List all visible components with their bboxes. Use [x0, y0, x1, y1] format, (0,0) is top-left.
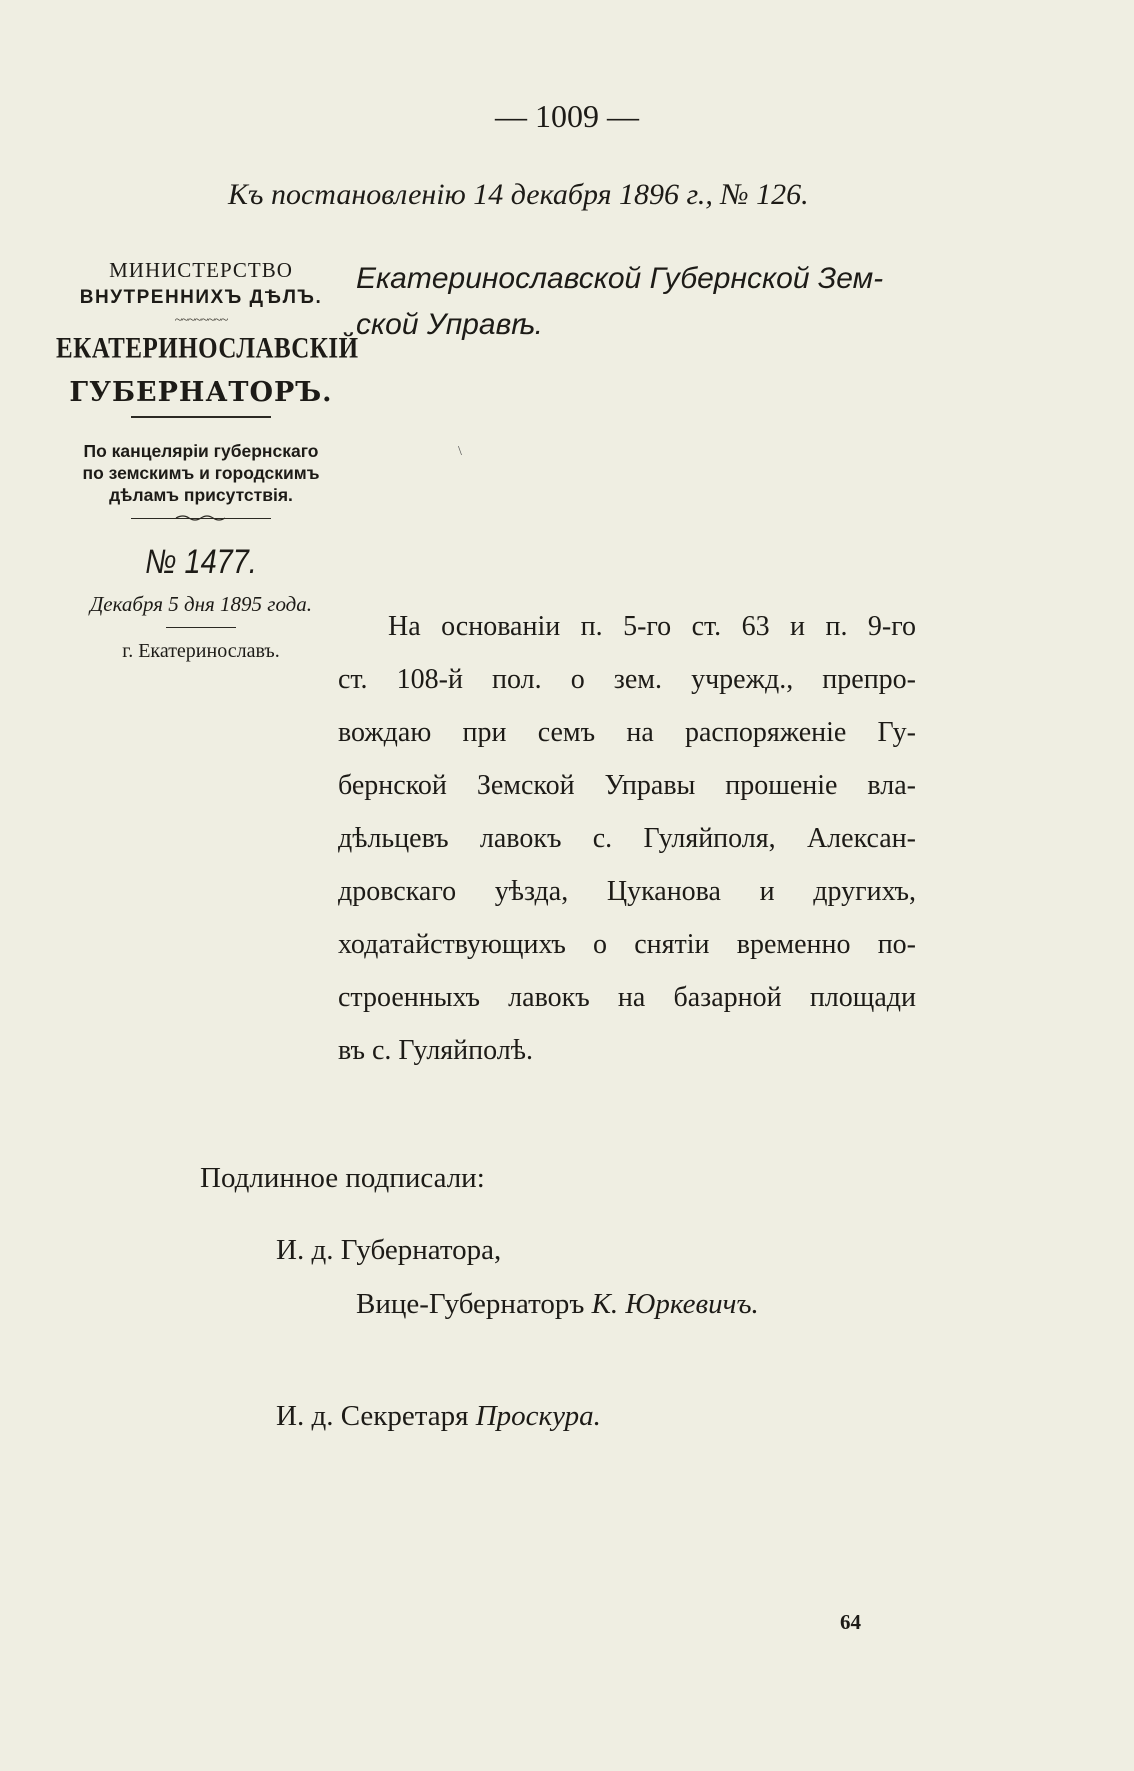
department-line3: дѣламъ присутствія.	[109, 485, 293, 505]
department-line2: по земскимъ и городскимъ	[82, 463, 320, 483]
ministry-line2: ВНУТРЕННИХЪ ДѢЛЪ.	[79, 287, 323, 308]
body-line: вождаю при семъ на распоряженіе Гу-	[338, 717, 916, 748]
signature-name: Проскура.	[475, 1400, 601, 1432]
governor-line1: ЕКАТЕРИНОСЛАВСКІЙ	[56, 332, 359, 365]
document-city: г. Екатеринославъ.	[122, 640, 280, 662]
signature-name: К. Юркевичъ.	[591, 1288, 759, 1320]
body-line: строенныхъ лавокъ на базарной площади	[338, 982, 916, 1013]
ornament-rule	[131, 518, 271, 525]
body-line: ст. 108-й пол. о зем. учрежд., препро-	[338, 664, 916, 695]
body-text	[338, 600, 916, 1077]
short-rule	[166, 627, 236, 628]
signature-title: Вице-Губернаторъ	[356, 1288, 585, 1320]
ornament-icon	[131, 514, 271, 522]
addressee	[356, 256, 906, 348]
sheet-number: 64	[840, 1610, 861, 1634]
page-number: — 1009 —	[495, 98, 639, 134]
document-date: Декабря 5 дня 1895 года.	[89, 592, 313, 616]
department-line1: По канцеляріи губернскаго	[83, 441, 319, 461]
signature-line1: И. д. Губернатора,	[276, 1234, 502, 1266]
wave-ornament: ~~~~~~~~	[174, 313, 228, 328]
signature-line2	[356, 1288, 759, 1321]
signed-label: Подлинное подписали:	[200, 1162, 485, 1194]
signature-line3	[276, 1400, 601, 1433]
department-block	[56, 440, 346, 506]
body-line: въ с. Гуляйполѣ.	[338, 1035, 533, 1066]
addressee-line2: ской Управѣ.	[356, 308, 543, 341]
governor-line2: ГУБЕРНАТОРЪ.	[69, 377, 333, 408]
ministry-line1: МИНИСТЕРСТВО	[109, 258, 293, 282]
body-line: ходатайствующихъ о снятіи временно по-	[338, 929, 916, 960]
signature-title: И. д. Секретаря	[276, 1400, 469, 1432]
addressee-line1: Екатеринославской Губернской Зем-	[356, 262, 884, 295]
body-line: дѣльцевъ лавокъ с. Гуляйполя, Алексан-	[338, 823, 916, 854]
document-subtitle: Къ постановленію 14 декабря 1896 г., № 126.	[228, 178, 809, 211]
document-number: № 1477.	[145, 543, 257, 581]
stray-mark: \	[458, 444, 462, 459]
letterhead	[56, 258, 359, 663]
body-line: На основаніи п. 5-го ст. 63 и п. 9-го	[388, 611, 916, 642]
body-line: дровскаго уѣзда, Цуканова и другихъ,	[338, 876, 916, 907]
body-line: бернской Земской Управы прошеніе вла-	[338, 770, 916, 801]
divider-rule	[131, 416, 271, 418]
